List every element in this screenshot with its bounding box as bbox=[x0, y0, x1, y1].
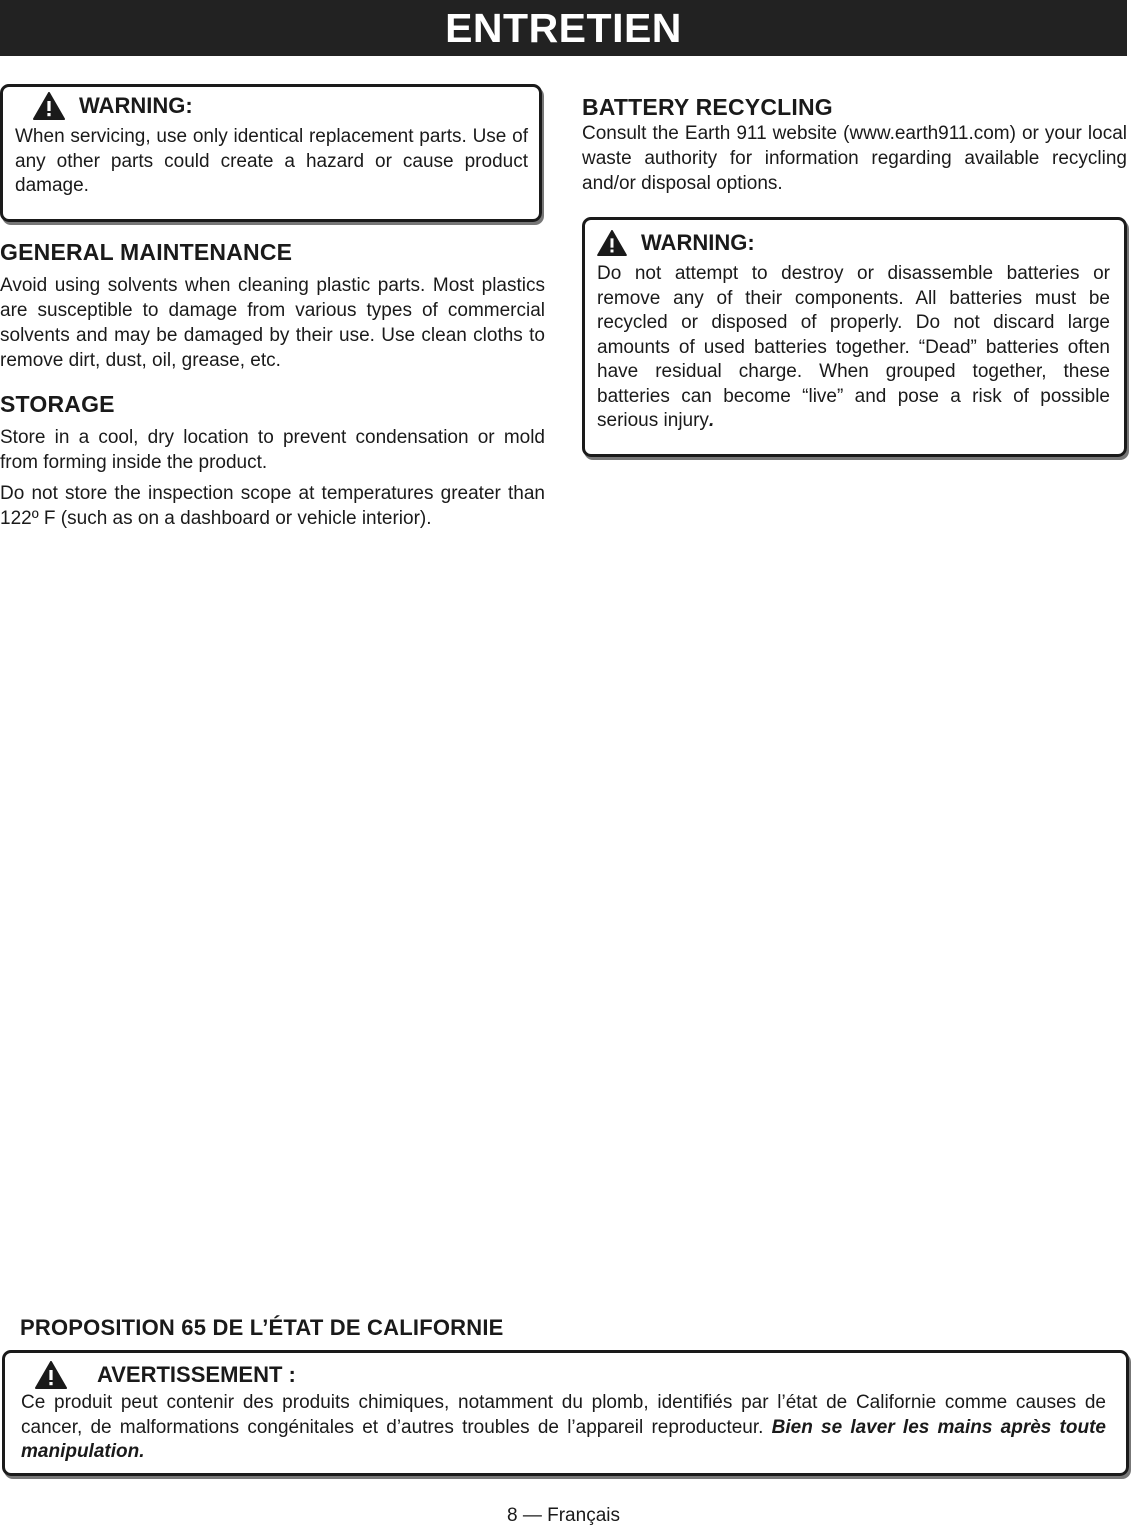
warning-header bbox=[597, 228, 1110, 258]
right-column bbox=[582, 94, 1127, 457]
warning-header bbox=[35, 1359, 1106, 1391]
warning-triangle-icon bbox=[35, 1361, 67, 1389]
servicing-warning-box bbox=[0, 84, 542, 222]
prop65-body: Ce produit peut contenir des produits chimiques, notamment du plomb, identifiés par l’état de Californie comme causes de cancer, de malformations congénitales et d’autres troubles de l’appareil reproducteur. bbox=[21, 1392, 1106, 1438]
left-column bbox=[0, 84, 545, 531]
general-maintenance-text: Avoid using solvents when cleaning plastic parts. Most plastics are susceptible to damage from various types of commercial solvents and may be damaged by their use. Use clean cloths to remove dirt, dust, oil, grease, etc. bbox=[0, 275, 545, 371]
general-maintenance-heading: GENERAL MAINTENANCE bbox=[0, 239, 293, 265]
storage-text-2: Do not store the inspection scope at temperatures greater than 122º F (such as on a dashboard or vehicle interior). bbox=[0, 483, 545, 529]
prop65-warning-text bbox=[21, 1391, 1106, 1465]
warning-header bbox=[33, 91, 528, 121]
page-header: ENTRETIEN bbox=[0, 0, 1127, 56]
warning-title: WARNING: bbox=[641, 230, 755, 255]
battery-warning-body: Do not attempt to destroy or disassemble batteries or remove any of their components. All batteries must be recycled or disposed of properly. Do not discard large amounts of used batteries together. “Dead” batteries often have residual charge. When grouped together, these batteries can become “live” and pose a risk of possible serious injury bbox=[597, 263, 1110, 431]
prop65-warning-title: AVERTISSEMENT : bbox=[97, 1362, 296, 1387]
storage-text-1: Store in a cool, dry location to prevent condensation or mold from forming inside the product. bbox=[0, 427, 545, 473]
warning-triangle-icon bbox=[33, 92, 65, 120]
prop65-heading: PROPOSITION 65 DE L’ÉTAT DE CALIFORNIE bbox=[20, 1315, 504, 1340]
warning-text bbox=[597, 262, 1110, 434]
storage-heading: STORAGE bbox=[0, 391, 115, 417]
battery-warning-end: . bbox=[708, 410, 715, 431]
prop65-emphasis: Bien se laver les mains après toute manipulation. bbox=[21, 1416, 1106, 1462]
warning-title: WARNING: bbox=[79, 93, 193, 118]
battery-recycling-text: Consult the Earth 911 website (www.earth911.com) or your local waste authority for information regarding available recycling and/or disposal options. bbox=[582, 123, 1127, 194]
warning-text: When servicing, use only identical replacement parts. Use of any other parts could create a hazard or cause product damage. bbox=[15, 126, 528, 196]
battery-warning-box bbox=[582, 217, 1127, 457]
warning-triangle-icon bbox=[597, 230, 627, 256]
prop65-warning-box bbox=[2, 1350, 1129, 1476]
battery-recycling-heading: BATTERY RECYCLING bbox=[582, 94, 833, 120]
page-footer: 8 — Français bbox=[507, 1505, 620, 1526]
